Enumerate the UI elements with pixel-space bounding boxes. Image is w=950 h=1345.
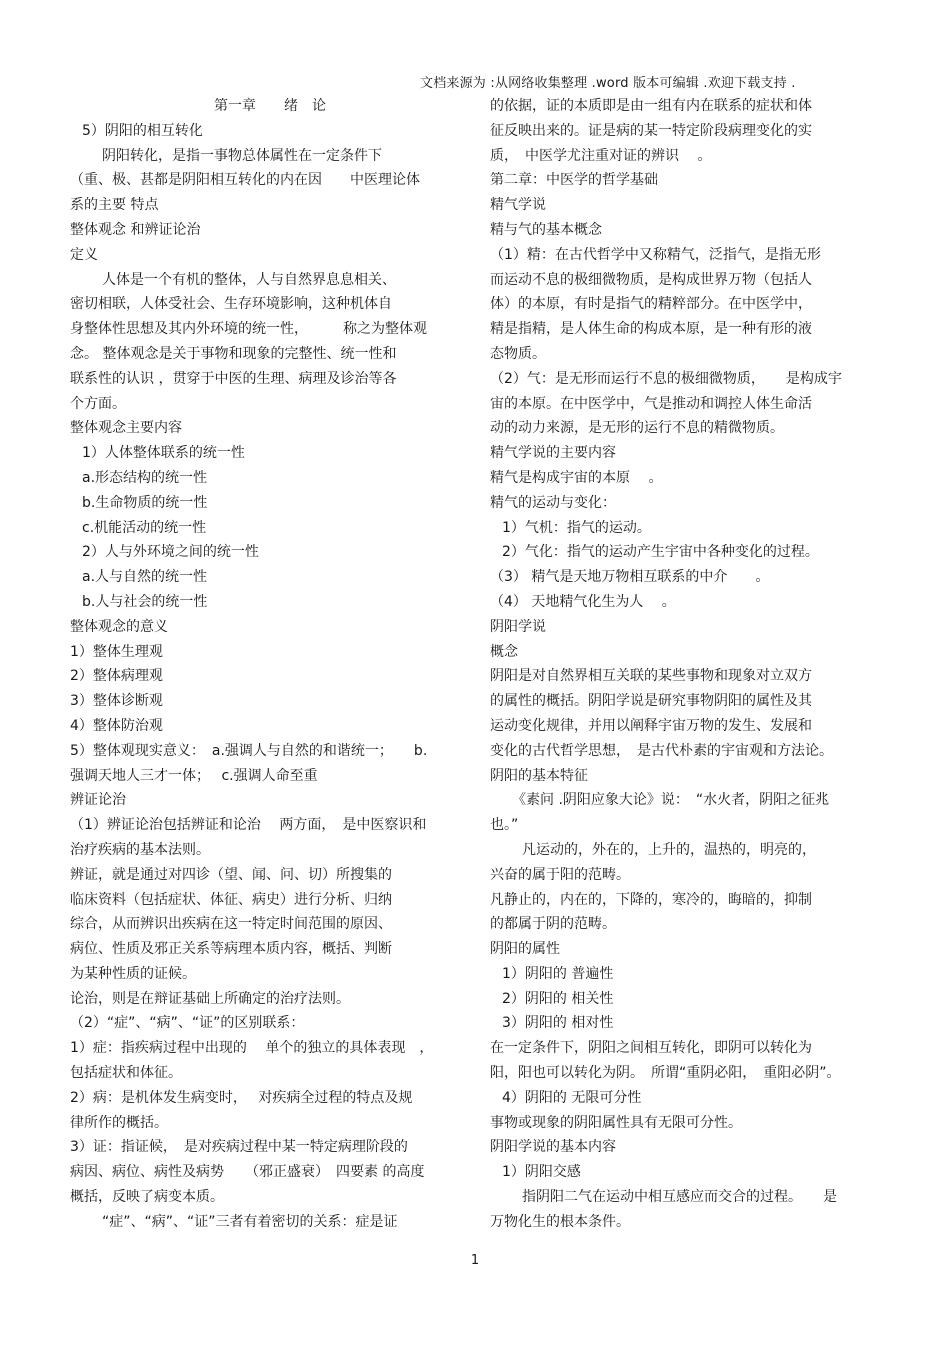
- right-text-line: 阴阳学说: [490, 618, 546, 635]
- left-text-line: 2）整体病理观: [70, 668, 163, 685]
- left-text-line: b.人与社会的统一性: [82, 593, 208, 610]
- page-header: 文档来源为 :从网络收集整理 .word 版本可编辑 .欢迎下载支持 .: [420, 76, 796, 91]
- left-text-line: 律所作的概括。: [70, 1114, 168, 1131]
- left-text-line: 5）整体观现实意义： a.强调人与自然的和谐统一； b.: [70, 742, 428, 759]
- left-text-line: 2）病：是机体发生病变时， 对疾病全过程的特点及规: [70, 1089, 413, 1106]
- right-text-line: 态物质。: [490, 345, 546, 362]
- left-text-line: 包括症状和体征。: [70, 1065, 182, 1082]
- left-text-line: 3）证：指证候， 是对疾病过程中某一特定病理阶段的: [70, 1139, 408, 1156]
- left-text-line: 论治，则是在辩证基础上所确定的治疗法则。: [70, 990, 350, 1007]
- right-text-line: （1）精：在古代哲学中又称精气，泛指气，是指无形: [490, 246, 821, 263]
- right-text-line: 征反映出来的。证是病的某一特定阶段病理变化的实: [490, 122, 812, 139]
- left-text-line: 整体观念的意义: [70, 618, 168, 635]
- right-text-line: 1）阴阳交感: [502, 1164, 581, 1181]
- left-text-line: 念。 整体观念是关于事物和现象的完整性、统一性和: [70, 345, 397, 362]
- right-text-line: （4） 天地精气化生为人 。: [490, 593, 676, 610]
- right-text-line: 阴阳是对自然界相互关联的某些事物和现象对立双方: [490, 668, 812, 685]
- left-text-line: 病因、病位、病性及病势 （邪正盛衰） 四要素 的高度: [70, 1164, 425, 1181]
- left-text-line: （1）辨证论治包括辨证和论治 两方面， 是中医察识和: [70, 817, 427, 834]
- left-text-line: 临床资料（包括症状、体征、病史）进行分析、归纳: [70, 891, 392, 908]
- right-text-line: 宙的本原。在中医学中，气是推动和调控人体生命活: [490, 395, 812, 412]
- right-text-line: 阴阳学说的基本内容: [490, 1139, 616, 1156]
- left-text-line: 病位、性质及邪正关系等病理本质内容，概括、判断: [70, 941, 392, 958]
- right-text-line: 质， 中医学尤注重对证的辨识 。: [490, 147, 712, 164]
- right-text-line: 的依据，证的本质即是由一组有内在联系的症状和体: [490, 98, 812, 114]
- left-text-line: 1）整体生理观: [70, 643, 163, 660]
- right-text-line: 《素问 .阴阳应象大论》说： “水火者，阴阳之征兆: [512, 792, 830, 809]
- left-text-line: 5）阴阳的相互转化: [82, 122, 203, 139]
- right-text-line: 也。”: [490, 817, 519, 834]
- left-text-line: 辨证，就是通过对四诊（望、闻、问、切）所搜集的: [70, 866, 392, 883]
- right-text-line: 1）阴阳的 普遍性: [502, 965, 614, 982]
- right-text-line: 精气学说的主要内容: [490, 445, 616, 462]
- right-text-line: 阴阳的基本特征: [490, 767, 588, 784]
- left-text-line: 定义: [70, 246, 98, 263]
- right-text-line: （3） 精气是天地万物相互联系的中介 。: [490, 569, 770, 586]
- left-text-line: 整体观念主要内容: [70, 420, 182, 437]
- left-text-line: 为某种性质的证候。: [70, 965, 196, 982]
- left-text-line: 整体观念 和辨证论治: [70, 221, 201, 238]
- left-text-line: 辨证论治: [70, 792, 126, 809]
- left-text-line: 1）人体整体联系的统一性: [82, 445, 245, 462]
- right-text-line: 2）阴阳的 相关性: [502, 990, 614, 1007]
- left-column: [70, 94, 470, 1235]
- right-text-line: 的属性的概括。阴阳学说是研究事物阴阳的属性及其: [490, 693, 812, 710]
- right-text-line: 万物化生的根本条件。: [490, 1213, 630, 1230]
- right-text-line: 精气学说: [490, 197, 546, 214]
- left-text-line: c.机能活动的统一性: [82, 519, 207, 536]
- right-text-line: 概念: [490, 643, 518, 660]
- right-text-line: 的都属于阴的范畴。: [490, 916, 616, 933]
- left-text-line: 1）症：指疾病过程中出现的 单个的独立的具体表现 ，: [70, 1040, 434, 1057]
- left-text-line: 个方面。: [70, 395, 126, 412]
- left-text-line: 第一章 绪 论: [214, 98, 326, 114]
- right-text-line: 兴奋的属于阳的范畴。: [490, 866, 630, 883]
- left-text-line: （2）“症”、“病”、“证”的区别联系：: [70, 1015, 305, 1032]
- right-text-line: 动的动力来源，是无形的运行不息的精微物质。: [490, 420, 784, 437]
- right-text-line: 阴阳的属性: [490, 941, 560, 958]
- right-text-line: 阳，阳也可以转化为阴。 所谓“重阴必阳， 重阳必阴”。: [490, 1065, 841, 1082]
- right-text-line: 运动变化规律，并用以阐释宇宙万物的发生、发展和: [490, 717, 812, 734]
- left-text-line: （重、极、甚都是阴阳相互转化的内在因 中医理论体: [70, 172, 420, 189]
- left-text-line: 治疗疾病的基本法则。: [70, 841, 210, 858]
- right-text-line: 3）阴阳的 相对性: [502, 1015, 614, 1032]
- left-text-line: 密切相联，人体受社会、生存环境影响，这种机体自: [70, 296, 392, 313]
- left-text-line: 强调天地人三才一体； c.强调人命至重: [70, 767, 318, 784]
- left-text-line: 2）人与外环境之间的统一性: [82, 544, 259, 561]
- left-text-line: 概括，反映了病变本质。: [70, 1189, 224, 1206]
- right-text-line: 事物或现象的阴阳属性具有无限可分性。: [490, 1114, 742, 1131]
- right-text-line: 凡运动的，外在的，上升的，温热的，明亮的，: [522, 841, 816, 858]
- left-text-line: 联系性的认识 ，贯穿于中医的生理、病理及诊治等各: [70, 370, 397, 387]
- right-text-line: 2）气化：指气的运动产生宇宙中各种变化的过程。: [502, 544, 819, 561]
- left-text-line: “症”、“病”、“证”三者有着密切的关系：症是证: [102, 1213, 398, 1230]
- page-number: 1: [470, 1253, 480, 1268]
- right-column: [490, 94, 890, 1235]
- right-text-line: 指阴阳二气在运动中相互感应而交合的过程。 是: [522, 1189, 837, 1206]
- right-text-line: 精是指精，是人体生命的构成本原，是一种有形的液: [490, 321, 812, 338]
- right-text-line: 精与气的基本概念: [490, 221, 602, 238]
- right-text-line: 1）气机：指气的运动。: [502, 519, 651, 536]
- right-text-line: 精气是构成宇宙的本原 。: [490, 469, 663, 486]
- left-text-line: 3）整体诊断观: [70, 693, 163, 710]
- right-text-line: （2）气：是无形而运行不息的极细微物质， 是构成宇: [490, 370, 842, 387]
- right-text-line: 变化的古代哲学思想， 是古代朴素的宇宙观和方法论。: [490, 742, 833, 759]
- right-text-line: 精气的运动与变化：: [490, 494, 616, 511]
- right-text-line: 凡静止的，内在的，下降的，寒冷的，晦暗的，抑制: [490, 891, 812, 908]
- left-text-line: 人体是一个有机的整体，人与自然界息息相关、: [102, 271, 396, 288]
- right-text-line: 4）阴阳的 无限可分性: [502, 1089, 642, 1106]
- left-text-line: 系的主要 特点: [70, 197, 159, 214]
- left-text-line: 身整体性思想及其内外环境的统一性， 称之为整体观: [70, 321, 427, 338]
- left-text-line: a.人与自然的统一性: [82, 569, 208, 586]
- left-text-line: 4）整体防治观: [70, 717, 163, 734]
- right-text-line: 而运动不息的极细微物质，是构成世界万物（包括人: [490, 271, 812, 288]
- left-text-line: 综合，从而辨识出疾病在这一特定时间范围的原因、: [70, 916, 392, 933]
- left-text-line: 阴阳转化，是指一事物总体属性在一定条件下: [102, 147, 382, 164]
- right-text-line: 体）的本原，有时是指气的精粹部分。在中医学中，: [490, 296, 812, 313]
- right-text-line: 在一定条件下，阴阳之间相互转化，即阴可以转化为: [490, 1040, 812, 1057]
- left-text-line: a.形态结构的统一性: [82, 469, 208, 486]
- right-text-line: 第二章：中医学的哲学基础: [490, 172, 658, 189]
- left-text-line: b.生命物质的统一性: [82, 494, 208, 511]
